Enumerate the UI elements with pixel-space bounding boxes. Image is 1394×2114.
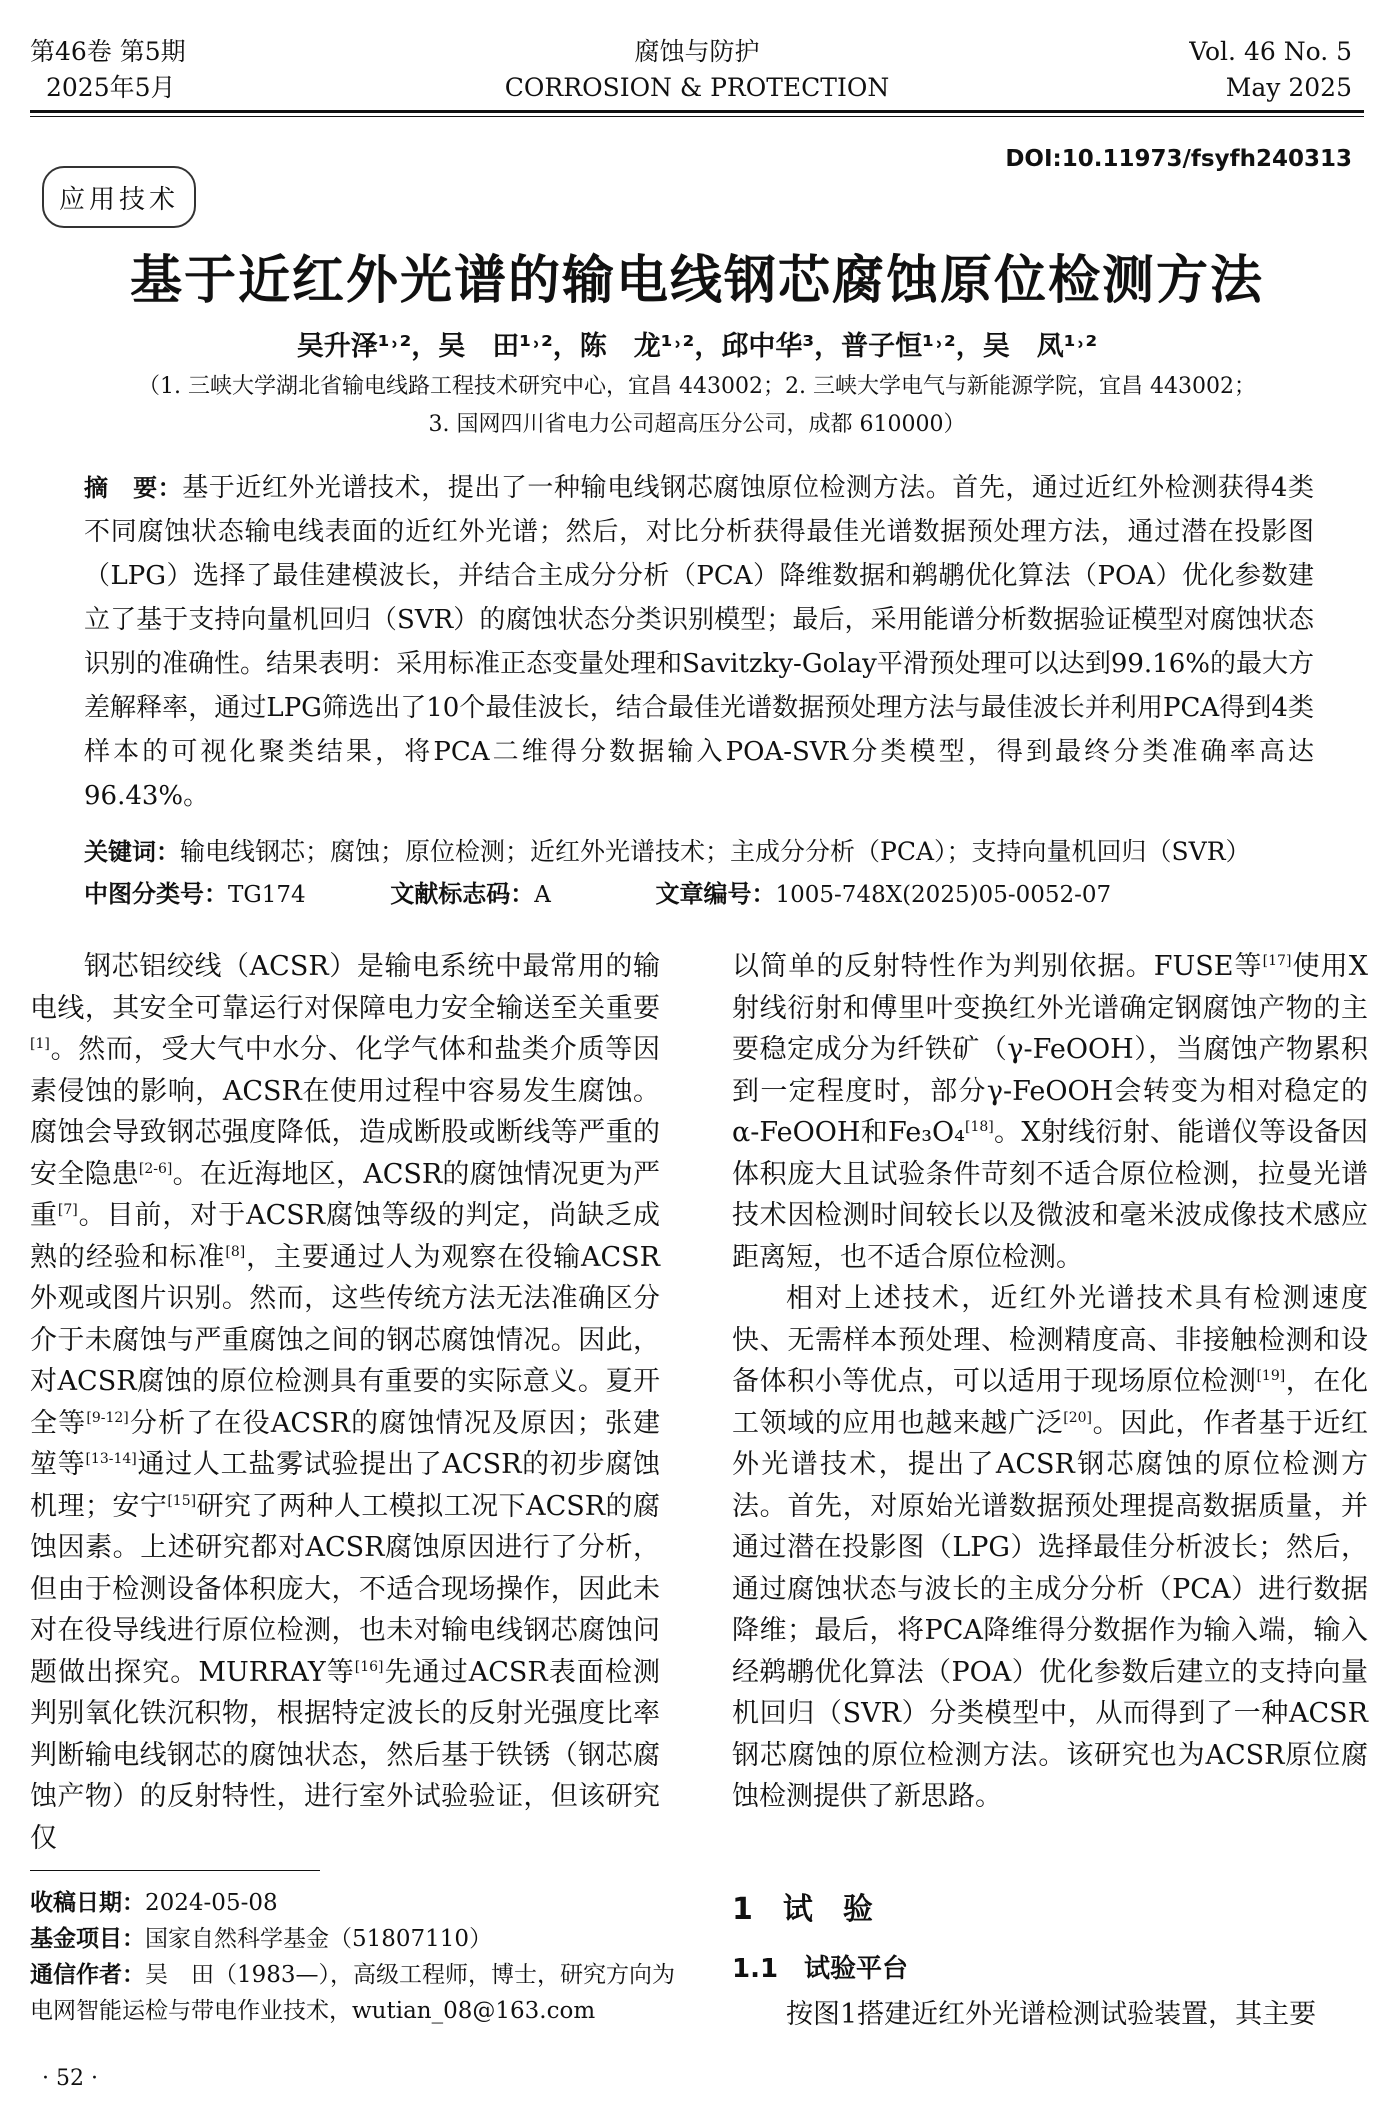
section-heading-1: 1 试 验 [732,1892,873,1927]
footnote-funding: 基金项目：国家自然科学基金（51807110） [30,1926,493,1952]
header-left [30,34,186,106]
abstract-label: 摘 要： [84,474,183,502]
journal-name-en: CORROSION & PROTECTION [504,73,890,102]
affiliation-line-2: 3. 国网四川省电力公司超高压分公司，成都 610000） [428,412,966,437]
keywords [84,832,1251,868]
keywords-label: 关键词： [84,838,180,866]
intro-paragraph-cont: 以简单的反射特性作为判别依据。FUSE等[17]使用X射线衍射和傅里叶变换红外光谱确定钢腐蚀产物的主要稳定成分为纤铁矿（γ-FeOOH），当腐蚀产物累积到一定程度时，部分γ-FeOOH会转变为相对稳定的α-FeOOH和Fe₃O₄[18]。X射线衍射、能谱仪等设备因体积庞大且试验条件苛刻不适合原位检测，拉曼光谱技术因检测时间较长以及微波和毫米波成像技术感应距离短，也不适合原位检测。 [732,951,1368,1273]
doc-code-label: 文献标志码： [390,880,535,908]
author-list: 吴升泽¹˒²，吴 田¹˒²，陈 龙¹˒²，邱中华³，普子恒¹˒²，吴 凤¹˒² [296,331,1098,362]
date-cn: 2025年5月 [46,73,176,102]
article-number-label: 文章编号： [655,880,776,908]
section-heading-1-1: 1.1 试验平台 [732,1954,909,1984]
section-tag: 应用技术 [42,166,196,228]
footnote-corresponding-author-cont[interactable]: 电网智能运检与带电作业技术，wutian_08@163.com [30,1998,596,2024]
citation[interactable]: [18] [965,1119,994,1135]
footnote-rule [30,1870,320,1871]
affiliation-line-1: （1. 三峡大学湖北省输电线路工程技术研究中心，宜昌 443002；2. 三峡大学电气与新能源学院，宜昌 443002； [138,374,1256,399]
section-1-1-text: 按图1搭建近红外光谱检测试验装置，其主要 [786,1999,1317,2030]
abstract-text: 基于近红外光谱技术，提出了一种输电线钢芯腐蚀原位检测方法。首先，通过近红外检测获得4类不同腐蚀状态输电线表面的近红外光谱；然后，对比分析获得最佳光谱数据预处理方法，通过潜在投影图（LPG）选择了最佳建模波长，并结合主成分分析（PCA）降维数据和鹈鹕优化算法（POA）优化参数建立了基于支持向量机回归（SVR）的腐蚀状态分类识别模型；最后，采用能谱分析数据验证模型对腐蚀状态识别的准确性。结果表明：采用标准正态变量处理和Savitzky-Golay平滑预处理可以达到99.16%的最大方差解释率，通过LPG筛选出了10个最佳波长，结合最佳光谱数据预处理方法与最佳波长并利用PCA得到4类样本的可视化聚类结果，将PCA二维得分数据输入POA-SVR分类模型，得到最终分类准确率高达96.43%。 [84,473,1315,811]
page-number: · 52 · [42,2066,98,2091]
intro-paragraph-2: 相对上述技术，近红外光谱技术具有检测速度快、无需样本预处理、检测精度高、非接触检测和设备体积小等优点，可以适用于现场原位检测[19]，在化工领域的应用也越来越广泛[20]。因此，作者基于近红外光谱技术，提出了ACSR钢芯腐蚀的原位检测方法。首先，对原始光谱数据预处理提高数据质量，并通过潜在投影图（LPG）选择最佳分析波长；然后，通过腐蚀状态与波长的主成分分析（PCA）进行数据降维；最后，将PCA降维得分数据作为输入端，输入经鹈鹕优化算法（POA）优化参数后建立的支持向量机回归（SVR）分类模型中，从而得到了一种ACSR钢芯腐蚀的原位检测方法。该研究也为ACSR原位腐蚀检测提供了新思路。 [732,1283,1369,1812]
classification-line [84,874,1324,909]
header-rule-thin [30,116,1364,117]
citation[interactable]: [13-14] [85,1451,137,1467]
citation[interactable]: [20] [1063,1409,1092,1426]
date-en: May 2025 [1225,73,1352,102]
header-right [1189,34,1352,106]
citation[interactable]: [2-6] [138,1160,173,1177]
header-rule-thick [30,110,1364,113]
intro-paragraph-1: 钢芯铝绞线（ACSR）是输电系统中最常用的输电线，其安全可靠运行对保障电力安全输送至关重要[1]。然而，受大气中水分、化学气体和盐类介质等因素侵蚀的影响，ACSR在使用过程中容易发生腐蚀。腐蚀会导致钢芯强度降低，造成断股或断线等严重的安全隐患[2-6]。在近海地区，ACSR的腐蚀情况更为严重[7]。目前，对于ACSR腐蚀等级的判定，尚缺乏成熟的经验和标准[8]，主要通过人为观察在役输ACSR外观或图片识别。然而，这些传统方法无法准确区分介于未腐蚀与严重腐蚀之间的钢芯腐蚀情况。因此，对ACSR腐蚀的原位检测具有重要的实际意义。夏开全等[9-12]分析了在役ACSR的腐蚀情况及原因；张建堃等[13-14]通过人工盐雾试验提出了ACSR的初步腐蚀机理；安宁[15]研究了两种人工模拟工况下ACSR的腐蚀因素。上述研究都对ACSR腐蚀原因进行了分析，但由于检测设备体积庞大，不适合现场操作，因此未对在役导线进行原位检测，也未对输电线钢芯腐蚀问题做出探究。MURRAY等[16]先通过ACSR表面检测判别氧化铁沉积物，根据特定波长的反射光强度比率判断输电线钢芯的腐蚀状态，然后基于铁锈（钢芯腐蚀产物）的反射特性，进行室外试验验证，但该研究仅 [30,951,661,1854]
clc-label: 中图分类号： [84,880,228,908]
left-column [30,946,660,1859]
clc-value: TG174 [228,882,306,908]
keywords-text: 输电线钢芯；腐蚀；原位检测；近红外光谱技术；主成分分析（PCA）；支持向量机回归（SVR） [180,837,1251,866]
article-title: 基于近红外光谱的输电线钢芯腐蚀原位检测方法 [129,251,1264,311]
header-center [417,34,977,106]
footnote-received: 收稿日期：2024-05-08 [30,1890,278,1916]
article-number-value: 1005-748X(2025)05-0052-07 [775,882,1112,908]
citation[interactable]: [16] [354,1658,384,1675]
citation[interactable]: [17] [1262,953,1292,969]
doc-code-value: A [534,882,551,908]
citation[interactable]: [1] [30,1036,50,1052]
citation[interactable]: [9-12] [86,1409,129,1426]
abstract [84,466,1314,818]
citation[interactable]: [19] [1256,1368,1286,1384]
citation[interactable]: [7] [57,1202,78,1218]
citation[interactable]: [15] [167,1492,197,1509]
volume-issue-en: Vol. 46 No. 5 [1189,37,1352,66]
citation[interactable]: [8] [225,1243,246,1260]
journal-name-cn: 腐蚀与防护 [634,37,760,66]
right-column [732,946,1368,1818]
footnote-corresponding-author: 通信作者：吴 田（1983—），高级工程师，博士，研究方向为 [30,1962,676,1988]
doi[interactable]: DOI:10.11973/fsyfh240313 [1005,146,1352,172]
volume-issue-cn: 第46卷 第5期 [30,37,186,66]
